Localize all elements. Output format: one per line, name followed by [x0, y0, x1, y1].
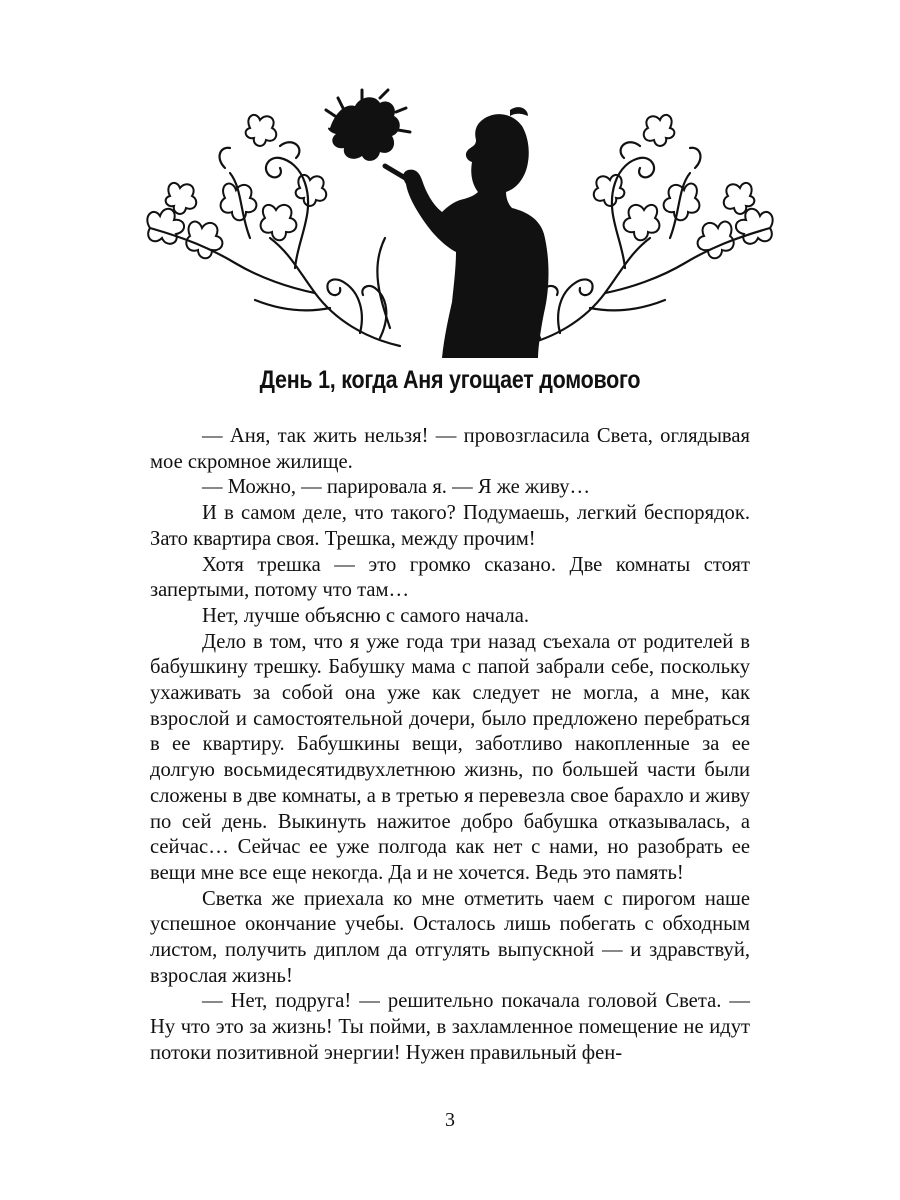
- paragraph: — Нет, подруга! — решительно покачала головой Света. — Ну что это за жизнь! Ты пойми, в захламленное помещение не идут потоки позитивной энергии! Нужен правильный фен-: [150, 990, 750, 1064]
- page-number: 3: [445, 1109, 455, 1131]
- chapter-title: День 1, когда Аня угощает домового: [259, 366, 641, 394]
- paragraph: Нет, лучше объясню с самого начала.: [202, 604, 530, 627]
- paragraph: Дело в том, что я уже года три назад съехала от родителей в бабушкину трешку. Бабушку мама с папой забрали себе, поскольку ухаживать за собой она уже как следует не могла, а мне, как взрослой и самостоятельной дочери, было предложено перебраться в ее квартиру. Бабушкины вещи, заботливо накопленные за ее долгую восьмидесятидвухлетнюю жизнь, по большей части были сложены в две комнаты, а в третью я перевезла свое барахло и живу по сей день. Выкинуть нажитое добро бабушка отказывалась, а сейчас… Сейчас ее уже полгода как нет с нами, но разобрать ее вещи мне все еще некогда. Да и не хочется. Ведь это память!: [150, 630, 750, 884]
- paragraph: И в самом деле, что такого? Подумаешь, легкий беспорядок. Зато квартира своя. Трешка, между прочим!: [150, 502, 750, 550]
- right-floral-ornament: [520, 115, 773, 346]
- paragraph: Светка же приехала ко мне отметить чаем с пирогом наше успешное окончание учебы. Осталось лишь побегать с обходным листом, получить диплом да отгулять выпускной — и здравствуй, взрослая жизнь!: [150, 887, 750, 987]
- chapter-vignette-illustration: [130, 88, 790, 358]
- paragraph: — Аня, так жить нельзя! — провозгласила Света, оглядывая мое скромное жилище.: [150, 425, 750, 473]
- left-floral-ornament: [150, 142, 400, 346]
- paragraph: Хотя трешка — это громко сказано. Две комнаты стоят запертыми, потому что там…: [150, 553, 750, 602]
- paragraph: — Можно, — парировала я. — Я же живу…: [202, 476, 591, 499]
- maid-silhouette: [403, 107, 548, 358]
- chapter-body: [150, 424, 750, 1067]
